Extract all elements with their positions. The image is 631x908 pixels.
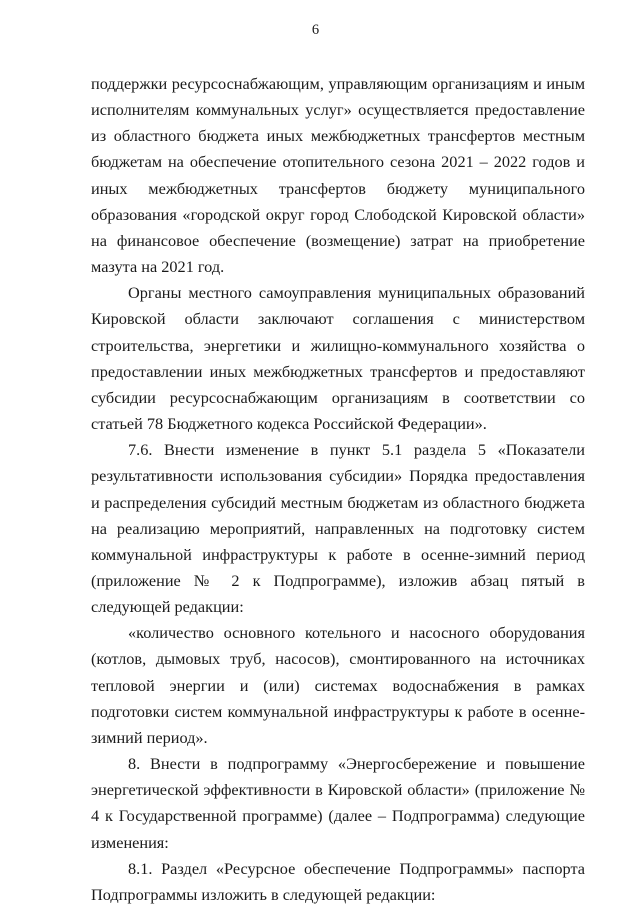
paragraph-local-government: Органы местного самоуправления муниципальных образований Кировской области заключают соглашения с министерством строительства, энергетики и жилищно-коммунального хозяйства о предоставлении иных межбюджетных трансфертов и предоставляют субсидии ресурсоснабжающим организациям в соответствии со статьей 78 Бюджетного кодекса Российской Федерации». [91,283,585,434]
document-body [91,71,585,908]
paragraph-item-8-1: 8.1. Раздел «Ресурсное обеспечение Подпрограммы» паспорта Подпрограммы изложить в следующей редакции: [91,858,585,904]
page-number: 6 [311,22,320,38]
paragraph-continuation: поддержки ресурсоснабжающим, управляющим организациям и иным исполнителям коммунальных услуг» осуществляется предоставление из областного бюджета иных межбюджетных трансфертов местным бюджетам на обеспечение отопительного сезона 2021 – 2022 годов и иных межбюджетных трансфертов бюджету муниципального образования «городской округ город Слободской Кировской области» на финансовое обеспечение (возмещение) затрат на приобретение мазута на 2021 год. [91,74,585,277]
paragraph-item-7-6: 7.6. Внести изменение в пункт 5.1 раздела 5 «Показатели результативности использования субсидии» Порядка предоставления и распределения субсидий местным бюджетам из областного бюджета на реализацию мероприятий, направленных на подготовку систем коммунальной инфраструктуры к работе в осенне-зимний период (приложение № 2 к Подпрограмме), изложив абзац пятый в следующей редакции: [91,440,585,617]
paragraph-quoted-indicator: «количество основного котельного и насосного оборудования (котлов, дымовых труб, насосов), смонтированного на источниках тепловой энергии и (или) системах водоснабжения в рамках подготовки систем коммунальной инфраструктуры к работе в осенне-зимний период». [91,623,585,747]
paragraph-item-8: 8. Внести в подпрограмму «Энергосбережение и повышение энергетической эффективности в Кировской области» (приложение № 4 к Государственной программе) (далее – Подпрограмма) следующие изменения: [91,754,585,852]
